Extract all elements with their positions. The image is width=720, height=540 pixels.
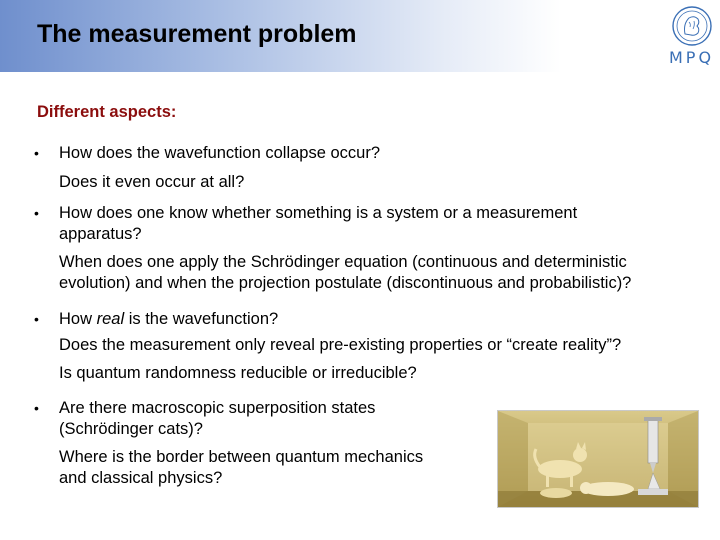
sub-text: Does the measurement only reveal pre-existing properties or “create reality”? bbox=[59, 336, 622, 354]
bullet-text: Are there macroscopic superposition states bbox=[59, 399, 376, 417]
bullet-text: How real is the wavefunction? bbox=[59, 310, 279, 328]
bullet-text: How does one know whether something is a system or a measurement bbox=[59, 204, 578, 222]
bullet-marker: • bbox=[34, 145, 39, 161]
bullet-text: How does the wavefunction collapse occur? bbox=[59, 144, 381, 162]
sub-text: Where is the border between quantum mechanics bbox=[59, 448, 424, 466]
logo-text: MPQ bbox=[669, 48, 715, 67]
bullet-text: (Schrödinger cats)? bbox=[59, 420, 203, 438]
bullet-text: apparatus? bbox=[59, 225, 142, 243]
bullet-marker: • bbox=[34, 205, 39, 221]
sub-text: Is quantum randomness reducible or irreducible? bbox=[59, 364, 417, 382]
sub-text: and classical physics? bbox=[59, 469, 223, 487]
schroedinger-cat-image bbox=[497, 410, 699, 508]
bullet-marker: • bbox=[34, 400, 39, 416]
slide-title: The measurement problem bbox=[37, 20, 357, 48]
sub-text: When does one apply the Schrödinger equation (continuous and deterministic bbox=[59, 253, 627, 271]
sub-text: evolution) and when the projection postulate (discontinuous and probabilistic)? bbox=[59, 274, 632, 292]
section-subtitle: Different aspects: bbox=[37, 103, 177, 121]
sub-text: Does it even occur at all? bbox=[59, 173, 245, 191]
bullet-marker: • bbox=[34, 311, 39, 327]
